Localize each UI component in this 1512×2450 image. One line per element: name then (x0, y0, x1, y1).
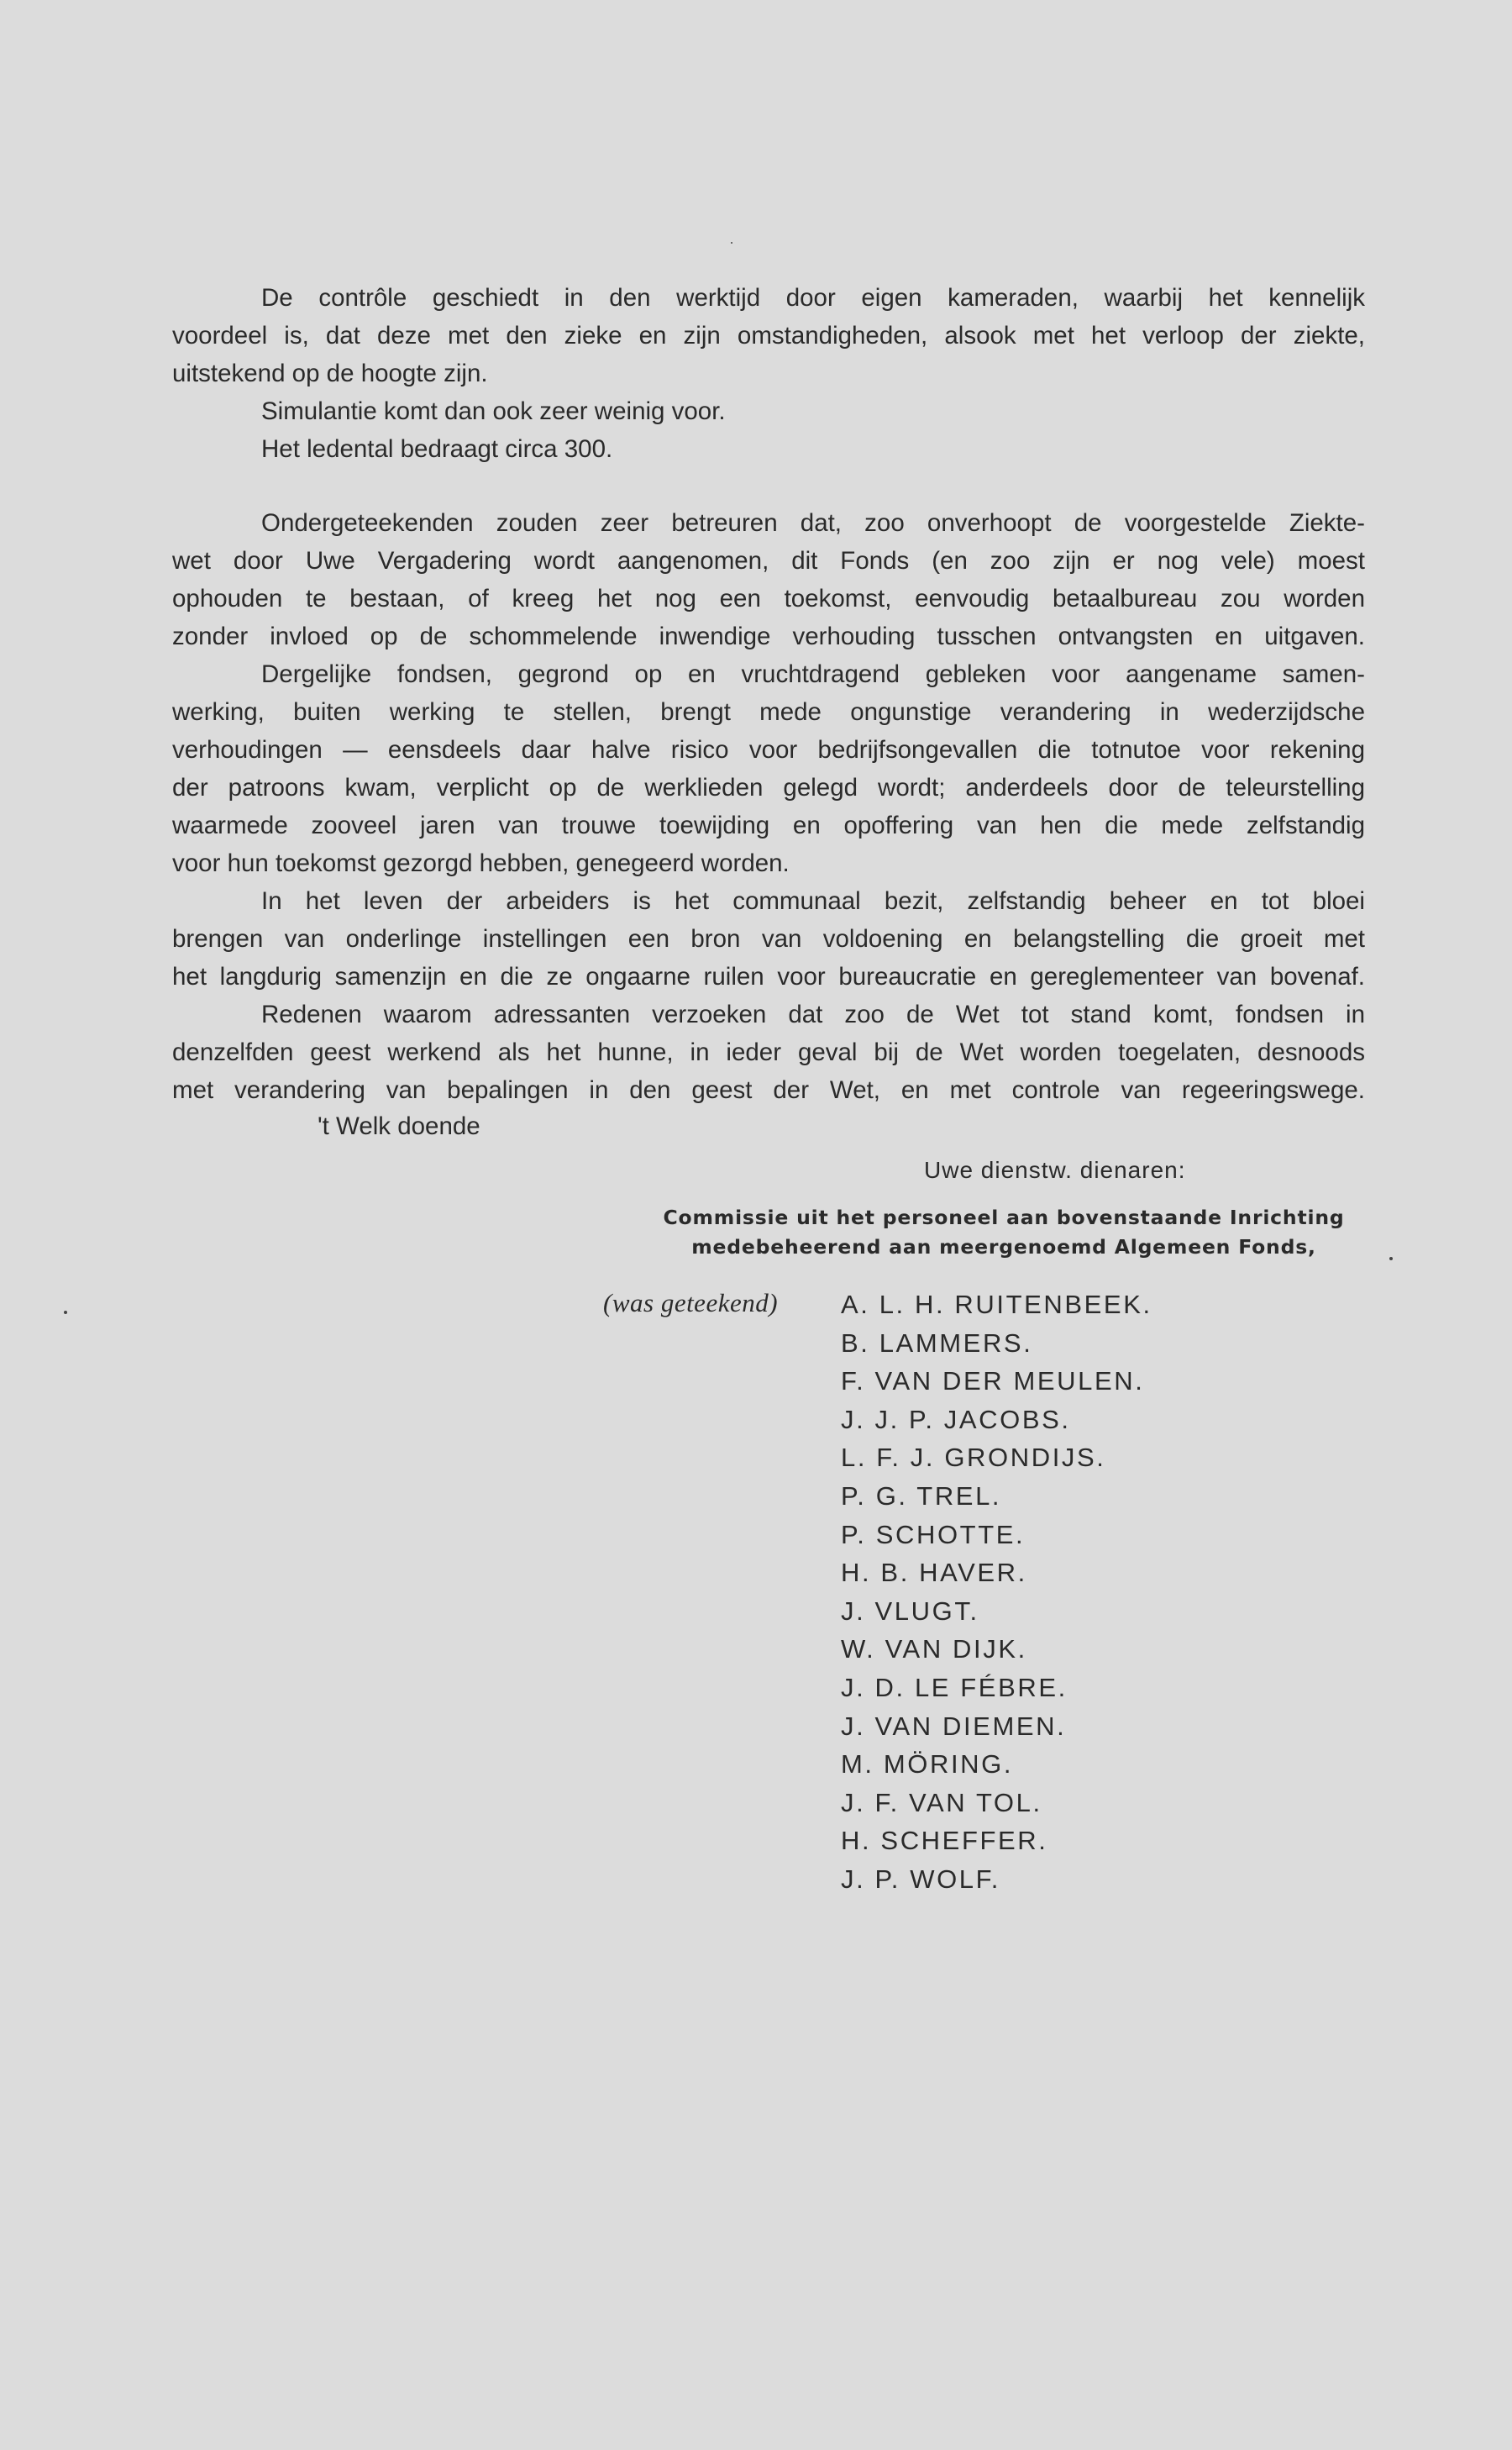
text-line: Dergelijke fondsen, gegrond op en vruchtdragend gebleken voor aangename samen- (261, 660, 1365, 688)
text-line: In het leven der arbeiders is het communaal bezit, zelfstandig beheer en tot bloei (261, 887, 1365, 915)
signatory-name: J. D. LE FÉBRE. (841, 1672, 1068, 1702)
paragraph-petition (172, 504, 1365, 1109)
signatory-name: B. LAMMERS. (841, 1328, 1033, 1358)
signatory-name: W. VAN DIJK. (841, 1634, 1027, 1664)
signatory-name: A. L. H. RUITENBEEK. (841, 1290, 1152, 1319)
commissie-line-2: medebeheerend aan meergenoemd Algemeen Fonds, (691, 1235, 1316, 1259)
signatory-name: J. P. WOLF. (841, 1864, 1000, 1894)
signatory-name: H. B. HAVER. (841, 1558, 1027, 1588)
text-line: Redenen waarom adressanten verzoeken dat zoo de Wet tot stand komt, fondsen in (261, 1001, 1365, 1028)
signatory-name: J. J. P. JACOBS. (841, 1404, 1071, 1434)
text-line: denzelfden geest werkend als het hunne, in ieder geval bij de Wet worden toegelaten, desnoods (172, 1038, 1365, 1066)
signatory-name: J. VLUGT. (841, 1596, 979, 1626)
commissie-line-1: Commissie uit het personeel aan bovenstaande Inrichting (663, 1206, 1345, 1229)
closing-salutation: Uwe dienstw. dienaren: (924, 1157, 1186, 1183)
text-line: wet door Uwe Vergadering wordt aangenomen, dit Fonds (en zoo zijn er nog vele) moest (172, 547, 1365, 575)
signed-label: (was geteekend) (603, 1288, 779, 1317)
signatory-name: L. F. J. GRONDIJS. (841, 1443, 1106, 1473)
text-line: der patroons kwam, verplicht op de werklieden gelegd wordt; anderdeels door de teleurstelling (172, 774, 1365, 802)
text-line: met verandering van bepalingen in den geest der Wet, en met controle van regeeringswege. (172, 1076, 1365, 1104)
text-line: zonder invloed op de schommelende inwendige verhouding tusschen ontvangsten en uitgaven. (172, 623, 1365, 650)
signatory-name: J. VAN DIEMEN. (841, 1711, 1067, 1741)
signatory-name: F. VAN DER MEULEN. (841, 1366, 1145, 1396)
text-line: waarmede zooveel jaren van trouwe toewijding en opoffering van hen die mede zelfstandig (172, 812, 1365, 839)
signatory-name: M. MÖRING. (841, 1749, 1014, 1780)
text-line: het langdurig samenzijn en die ze ongaarne ruilen voor bureaucratie en gereglementeer van bovenaf. (172, 963, 1365, 991)
text-line: werking, buiten werking te stellen, brengt mede ongunstige verandering in wederzijdsche (172, 698, 1365, 726)
text-line: verhoudingen — eensdeels daar halve risico voor bedrijfsongevallen die totnutoe voor rekening (172, 736, 1365, 764)
text-line: uitstekend op de hoogte zijn. (172, 360, 488, 387)
signatory-name: P. G. TREL. (841, 1480, 1002, 1511)
paragraph-controle (172, 279, 1365, 468)
text-line: Simulantie komt dan ook zeer weinig voor. (261, 397, 726, 425)
welk-doende: 't Welk doende (318, 1112, 480, 1140)
text-line: voor hun toekomst gezorgd hebben, genegeerd worden. (172, 849, 790, 877)
print-speck (1389, 1257, 1393, 1260)
print-speck (731, 242, 732, 244)
signatory-name: P. SCHOTTE. (841, 1519, 1026, 1549)
text-line: De contrôle geschiedt in den werktijd door eigen kameraden, waarbij het kennelijk (261, 284, 1365, 312)
text-line: brengen van onderlinge instellingen een bron van voldoening en belangstelling die groeit met (172, 925, 1365, 953)
text-line: Ondergeteekenden zouden zeer betreuren dat, zoo onverhoopt de voorgestelde Ziekte- (261, 509, 1365, 537)
signatory-list (841, 1285, 1152, 1899)
print-speck (64, 1311, 67, 1314)
text-line: Het ledental bedraagt circa 300. (261, 435, 613, 463)
text-line: voordeel is, dat deze met den zieke en zijn omstandigheden, alsook met het verloop der ziekte, (172, 322, 1365, 350)
signatory-name: J. F. VAN TOL. (841, 1787, 1042, 1817)
text-line: ophouden te bestaan, of kreeg het nog een toekomst, eenvoudig betaalbureau zou worden (172, 585, 1365, 612)
signatory-name: H. SCHEFFER. (841, 1826, 1048, 1856)
